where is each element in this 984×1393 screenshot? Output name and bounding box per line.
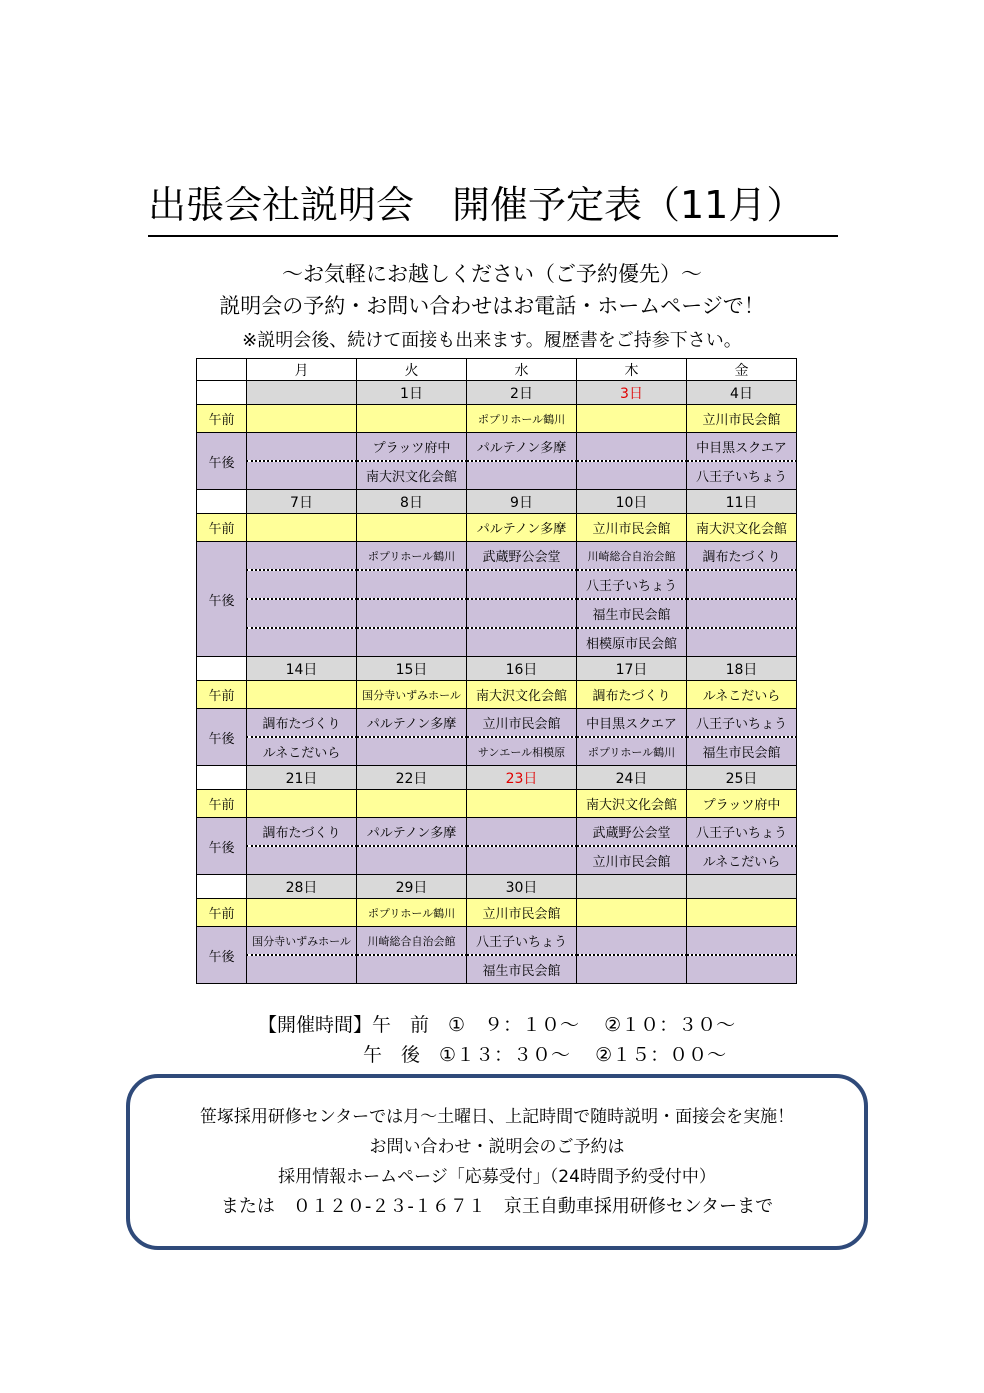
date-cell: 23日 bbox=[467, 766, 577, 790]
venue-cell bbox=[467, 790, 577, 818]
venue-cell: 八王子いちょう bbox=[687, 709, 797, 738]
morning-row bbox=[197, 405, 797, 433]
venue-cell bbox=[357, 737, 467, 766]
date-cell: 7日 bbox=[247, 490, 357, 514]
date-cell: 22日 bbox=[357, 766, 467, 790]
session-times-afternoon: 午 後 ①１３：３０～ ②１５：００～ bbox=[363, 1044, 727, 1066]
date-row-label bbox=[197, 657, 247, 681]
afternoon-row bbox=[197, 818, 797, 847]
venue-cell: パルテノン多摩 bbox=[467, 433, 577, 462]
venue-cell bbox=[467, 818, 577, 847]
venue-cell: 福生市民会館 bbox=[577, 599, 687, 628]
venue-cell: ルネこだいら bbox=[247, 737, 357, 766]
date-row bbox=[197, 490, 797, 514]
venue-cell: 調布たづくり bbox=[247, 709, 357, 738]
date-cell: 28日 bbox=[247, 875, 357, 899]
afternoon-row bbox=[197, 599, 797, 628]
corner-cell bbox=[197, 359, 247, 381]
morning-label: 午前 bbox=[197, 514, 247, 542]
venue-cell: 八王子いちょう bbox=[467, 927, 577, 956]
venue-cell bbox=[357, 599, 467, 628]
date-row-label bbox=[197, 381, 247, 405]
venue-cell: 調布たづくり bbox=[247, 818, 357, 847]
date-cell: 9日 bbox=[467, 490, 577, 514]
venue-cell: ルネこだいら bbox=[687, 681, 797, 709]
venue-cell bbox=[687, 570, 797, 599]
date-cell: 1日 bbox=[357, 381, 467, 405]
venue-cell: サンエール相模原 bbox=[467, 737, 577, 766]
date-cell bbox=[687, 875, 797, 899]
venue-cell bbox=[247, 846, 357, 875]
afternoon-row bbox=[197, 709, 797, 738]
venue-cell: 福生市民会館 bbox=[687, 737, 797, 766]
morning-label: 午前 bbox=[197, 681, 247, 709]
morning-label: 午前 bbox=[197, 405, 247, 433]
venue-cell bbox=[467, 570, 577, 599]
venue-cell bbox=[357, 628, 467, 657]
morning-row bbox=[197, 899, 797, 927]
venue-cell bbox=[357, 846, 467, 875]
date-cell: 29日 bbox=[357, 875, 467, 899]
subtitle-note: ※説明会後、続けて面接も出来ます。履歴書をご持参下さい。 bbox=[242, 330, 742, 351]
venue-cell: 南大沢文化会館 bbox=[687, 514, 797, 542]
venue-cell bbox=[247, 628, 357, 657]
weekday-header-row bbox=[197, 359, 797, 381]
date-cell: 16日 bbox=[467, 657, 577, 681]
date-cell: 11日 bbox=[687, 490, 797, 514]
subtitle-contact: 説明会の予約・お問い合わせはお電話・ホームページで！ bbox=[219, 294, 765, 318]
venue-cell bbox=[357, 570, 467, 599]
venue-cell bbox=[247, 542, 357, 571]
date-cell: 30日 bbox=[467, 875, 577, 899]
venue-cell: パルテノン多摩 bbox=[357, 709, 467, 738]
venue-cell bbox=[687, 927, 797, 956]
venue-cell: ポプリホール鶴川 bbox=[357, 899, 467, 927]
venue-cell bbox=[687, 628, 797, 657]
weekday-header: 水 bbox=[467, 359, 577, 381]
morning-row bbox=[197, 514, 797, 542]
afternoon-row bbox=[197, 433, 797, 462]
session-times-morning: 【開催時間】午 前 ① ９：１０～ ②１０：３０～ bbox=[258, 1014, 736, 1036]
venue-cell: ポプリホール鶴川 bbox=[467, 405, 577, 433]
venue-cell bbox=[247, 570, 357, 599]
venue-cell: 南大沢文化会館 bbox=[467, 681, 577, 709]
weekday-header: 月 bbox=[247, 359, 357, 381]
afternoon-label: 午後 bbox=[197, 542, 247, 657]
afternoon-label: 午後 bbox=[197, 433, 247, 490]
info-line-homepage: 採用情報ホームページ「応募受付」（24時間予約受付中） bbox=[278, 1167, 716, 1187]
date-cell: 25日 bbox=[687, 766, 797, 790]
venue-cell bbox=[467, 628, 577, 657]
venue-cell bbox=[687, 599, 797, 628]
venue-cell bbox=[577, 433, 687, 462]
venue-cell: 立川市民会館 bbox=[467, 899, 577, 927]
venue-cell: 八王子いちょう bbox=[687, 461, 797, 490]
venue-cell: プラッツ府中 bbox=[687, 790, 797, 818]
morning-row bbox=[197, 790, 797, 818]
schedule-table bbox=[196, 358, 797, 984]
afternoon-label: 午後 bbox=[197, 927, 247, 984]
info-line-inquiry: お問い合わせ・説明会のご予約は bbox=[369, 1137, 625, 1157]
venue-cell: 川崎総合自治会館 bbox=[357, 927, 467, 956]
date-cell: 8日 bbox=[357, 490, 467, 514]
venue-cell bbox=[577, 955, 687, 984]
date-cell: 2日 bbox=[467, 381, 577, 405]
venue-cell: 国分寺いずみホール bbox=[357, 681, 467, 709]
venue-cell bbox=[247, 790, 357, 818]
venue-cell: 福生市民会館 bbox=[467, 955, 577, 984]
venue-cell bbox=[687, 899, 797, 927]
subtitle-invitation: ～お気軽にお越しください（ご予約優先）～ bbox=[282, 262, 702, 286]
date-cell: 21日 bbox=[247, 766, 357, 790]
venue-cell: 中目黒スクエア bbox=[577, 709, 687, 738]
venue-cell: 調布たづくり bbox=[577, 681, 687, 709]
venue-cell: 八王子いちょう bbox=[577, 570, 687, 599]
venue-cell: ポプリホール鶴川 bbox=[357, 542, 467, 571]
venue-cell: 立川市民会館 bbox=[467, 709, 577, 738]
afternoon-row bbox=[197, 846, 797, 875]
venue-cell: 南大沢文化会館 bbox=[357, 461, 467, 490]
venue-cell bbox=[247, 433, 357, 462]
venue-cell bbox=[247, 899, 357, 927]
date-cell: 10日 bbox=[577, 490, 687, 514]
venue-cell: パルテノン多摩 bbox=[357, 818, 467, 847]
weekday-header: 火 bbox=[357, 359, 467, 381]
morning-row bbox=[197, 681, 797, 709]
venue-cell bbox=[357, 790, 467, 818]
venue-cell: 武蔵野公会堂 bbox=[467, 542, 577, 571]
venue-cell bbox=[357, 955, 467, 984]
venue-cell: 調布たづくり bbox=[687, 542, 797, 571]
date-row bbox=[197, 766, 797, 790]
venue-cell: 立川市民会館 bbox=[687, 405, 797, 433]
morning-label: 午前 bbox=[197, 899, 247, 927]
date-cell: 24日 bbox=[577, 766, 687, 790]
afternoon-row bbox=[197, 737, 797, 766]
date-cell bbox=[247, 381, 357, 405]
date-row bbox=[197, 657, 797, 681]
date-cell: 4日 bbox=[687, 381, 797, 405]
date-cell: 3日 bbox=[577, 381, 687, 405]
page-title: 出張会社説明会 開催予定表（11月） bbox=[148, 180, 838, 237]
venue-cell bbox=[577, 405, 687, 433]
venue-cell: パルテノン多摩 bbox=[467, 514, 577, 542]
afternoon-row bbox=[197, 570, 797, 599]
date-row-label bbox=[197, 766, 247, 790]
venue-cell: ルネこだいら bbox=[687, 846, 797, 875]
date-row-label bbox=[197, 490, 247, 514]
venue-cell bbox=[247, 599, 357, 628]
venue-cell: 立川市民会館 bbox=[577, 846, 687, 875]
date-cell bbox=[577, 875, 687, 899]
venue-cell: 南大沢文化会館 bbox=[577, 790, 687, 818]
venue-cell bbox=[467, 599, 577, 628]
venue-cell: 国分寺いずみホール bbox=[247, 927, 357, 956]
venue-cell: 中目黒スクエア bbox=[687, 433, 797, 462]
afternoon-label: 午後 bbox=[197, 709, 247, 766]
info-line-center: 笹塚採用研修センターでは月～土曜日、上記時間で随時説明・面接会を実施！ bbox=[199, 1107, 795, 1127]
venue-cell bbox=[577, 461, 687, 490]
date-cell: 14日 bbox=[247, 657, 357, 681]
info-line-phone: または ０１２０-２３-１６７１ 京王自動車採用研修センターまで bbox=[220, 1196, 774, 1217]
venue-cell bbox=[247, 514, 357, 542]
venue-cell: 八王子いちょう bbox=[687, 818, 797, 847]
venue-cell bbox=[577, 899, 687, 927]
info-box bbox=[126, 1074, 868, 1250]
venue-cell: 武蔵野公会堂 bbox=[577, 818, 687, 847]
venue-cell bbox=[247, 461, 357, 490]
venue-cell: 立川市民会館 bbox=[577, 514, 687, 542]
venue-cell bbox=[247, 405, 357, 433]
date-cell: 15日 bbox=[357, 657, 467, 681]
date-row bbox=[197, 875, 797, 899]
afternoon-label: 午後 bbox=[197, 818, 247, 875]
venue-cell bbox=[467, 846, 577, 875]
morning-label: 午前 bbox=[197, 790, 247, 818]
venue-cell bbox=[357, 405, 467, 433]
afternoon-row bbox=[197, 955, 797, 984]
venue-cell bbox=[467, 461, 577, 490]
venue-cell bbox=[247, 955, 357, 984]
date-row bbox=[197, 381, 797, 405]
date-cell: 17日 bbox=[577, 657, 687, 681]
afternoon-row bbox=[197, 927, 797, 956]
afternoon-row bbox=[197, 542, 797, 571]
venue-cell: ポプリホール鶴川 bbox=[577, 737, 687, 766]
weekday-header: 木 bbox=[577, 359, 687, 381]
venue-cell: 川崎総合自治会館 bbox=[577, 542, 687, 571]
venue-cell bbox=[247, 681, 357, 709]
venue-cell: 相模原市民会館 bbox=[577, 628, 687, 657]
date-row-label bbox=[197, 875, 247, 899]
weekday-header: 金 bbox=[687, 359, 797, 381]
venue-cell bbox=[357, 514, 467, 542]
afternoon-row bbox=[197, 628, 797, 657]
venue-cell bbox=[687, 955, 797, 984]
venue-cell: プラッツ府中 bbox=[357, 433, 467, 462]
venue-cell bbox=[577, 927, 687, 956]
afternoon-row bbox=[197, 461, 797, 490]
date-cell: 18日 bbox=[687, 657, 797, 681]
